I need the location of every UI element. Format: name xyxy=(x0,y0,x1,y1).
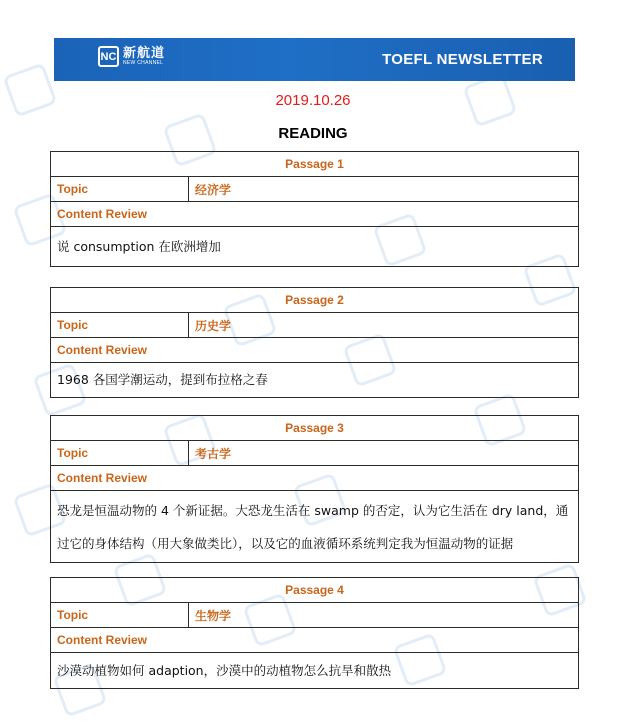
topic-value: 经济学 xyxy=(189,177,579,202)
passage-title: Passage 4 xyxy=(51,578,579,603)
content-review-label: Content Review xyxy=(51,628,579,653)
topic-value: 历史学 xyxy=(189,313,579,338)
brand-logo xyxy=(98,46,165,67)
content-review-text: 沙漠动植物如何 adaption，沙漠中的动植物怎么抗旱和散热 xyxy=(51,653,579,689)
passage-table xyxy=(50,577,579,689)
content-review-text: 1968 各国学潮运动，提到布拉格之春 xyxy=(51,363,579,398)
newsletter-title: TOEFL NEWSLETTER xyxy=(382,51,543,68)
section-heading: READING xyxy=(278,125,348,142)
issue-date: 2019.10.26 xyxy=(275,92,351,109)
passage-title: Passage 1 xyxy=(51,152,579,177)
topic-label: Topic xyxy=(51,313,189,338)
content-review-text: 恐龙是恒温动物的 4 个新证据。大恐龙生活在 swamp 的否定，认为它生活在 dry land，通过它的身体结构（用大象做类比），以及它的血液循环系统判定我为恒温动物的证据 xyxy=(51,491,579,563)
topic-label: Topic xyxy=(51,441,189,466)
passage-title: Passage 2 xyxy=(51,288,579,313)
topic-value: 生物学 xyxy=(189,603,579,628)
topic-value: 考古学 xyxy=(189,441,579,466)
nc-logo-icon: NC xyxy=(98,46,119,67)
content-review-label: Content Review xyxy=(51,466,579,491)
topic-label: Topic xyxy=(51,177,189,202)
passage-table xyxy=(50,415,579,563)
content-review-label: Content Review xyxy=(51,338,579,363)
topic-label: Topic xyxy=(51,603,189,628)
content-review-label: Content Review xyxy=(51,202,579,227)
logo-english-name: NEW CHANNEL xyxy=(123,60,164,66)
logo-chinese-name: 新航道 xyxy=(123,46,166,61)
passage-title: Passage 3 xyxy=(51,416,579,441)
content-review-text: 说 consumption 在欧洲增加 xyxy=(51,227,579,267)
newsletter-banner xyxy=(54,38,575,81)
passage-table xyxy=(50,151,579,267)
passage-table xyxy=(50,287,579,398)
